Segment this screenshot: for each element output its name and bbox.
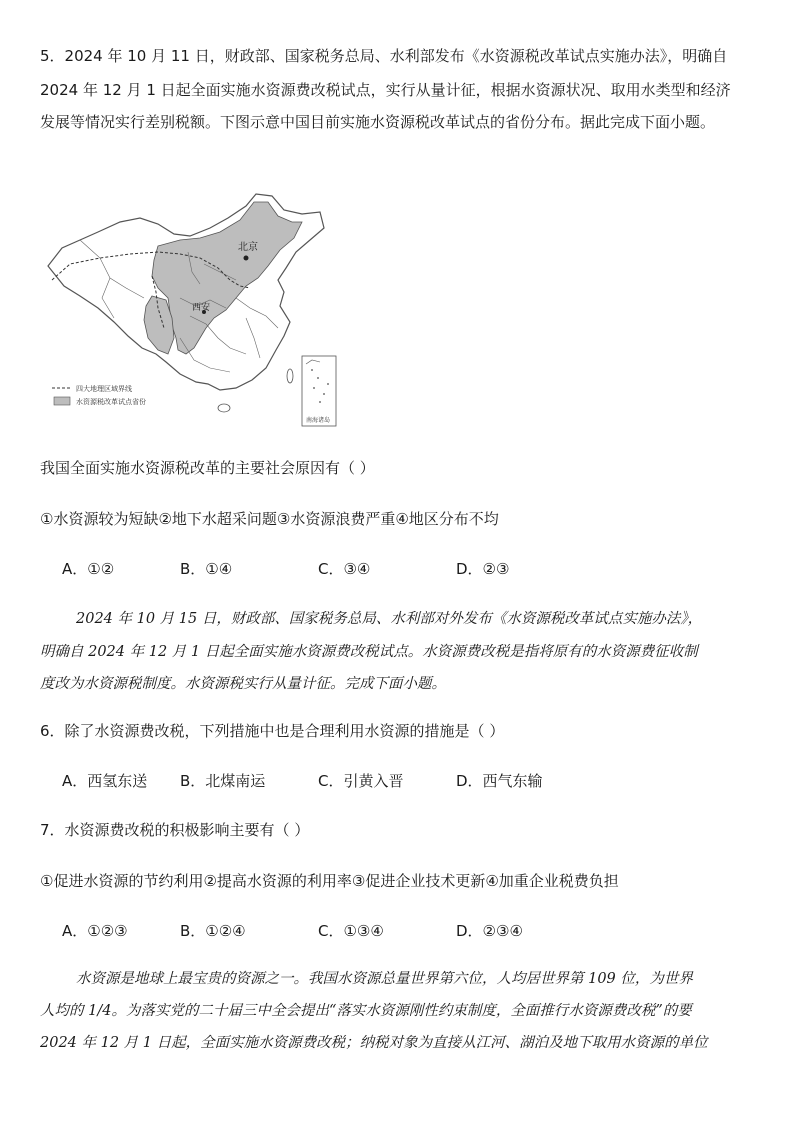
passage2-line-1: 水资源是地球上最宝贵的资源之一。我国水资源总量世界第六位，人均居世界第 109 位，为世界 xyxy=(76,971,693,987)
passage1-line-1: 2024 年 10 月 15 日，财政部、国家税务总局、水利部对外发布《水资源税改革试点实施办法》， xyxy=(76,611,703,627)
q7-option-a[interactable]: A．①②③ xyxy=(62,922,128,940)
q7-option-c[interactable]: C．①③④ xyxy=(318,922,384,940)
legend-area-label: 水资源税改革试点省份 xyxy=(76,398,146,406)
passage2-line-3: 2024 年 12 月 1 日起，全面实施水资源费改税；纳税对象为直接从江河、湖泊及地下取用水资源的单位 xyxy=(40,1035,708,1051)
beijing-label: 北京 xyxy=(238,242,258,253)
q5-option-c[interactable]: C．③④ xyxy=(318,560,371,578)
q7-option-b[interactable]: B．①②④ xyxy=(180,922,246,940)
q5-option-a[interactable]: A．①② xyxy=(62,560,115,578)
inset-label: 南海诸岛 xyxy=(306,417,331,424)
q5-question: 我国全面实施水资源税改革的主要社会原因有（ ） xyxy=(40,459,375,477)
passage1-line-3: 度改为水资源税制度。水资源税实行从量计征。完成下面小题。 xyxy=(40,676,446,692)
taiwan-island xyxy=(287,369,293,383)
hainan-island xyxy=(218,404,230,412)
q5-option-d[interactable]: D．②③ xyxy=(456,560,510,578)
q6-option-c[interactable]: C．引黄入晋 xyxy=(318,772,404,790)
q5-statements: ①水资源较为短缺②地下水超采问题③水资源浪费严重④地区分布不均 xyxy=(40,510,499,528)
q7-option-d[interactable]: D．②③④ xyxy=(456,922,523,940)
south-china-sea-inset xyxy=(302,356,336,426)
passage1-line-2: 明确自 2024 年 12 月 1 日起全面实施水资源费改税试点。水资源费改税是指将原有的水资源费征收制 xyxy=(40,644,698,660)
q6-question: 6．除了水资源费改税，下列措施中也是合理利用水资源的措施是（ ） xyxy=(40,722,505,740)
q6-option-d[interactable]: D．西气东输 xyxy=(456,772,543,790)
q7-statements: ①促进水资源的节约利用②提高水资源的利用率③促进企业技术更新④加重企业税费负担 xyxy=(40,872,619,890)
q5-option-b[interactable]: B．①④ xyxy=(180,560,233,578)
passage2-line-2: 人均的 1/4。为落实党的二十届三中全会提出“落实水资源刚性约束制度，全面推行水资源费改税”的要 xyxy=(40,1003,692,1019)
q5-stem-line-3: 发展等情况实行差别税额。下图示意中国目前实施水资源税改革试点的省份分布。据此完成下面小题。 xyxy=(40,113,716,131)
q6-option-b[interactable]: B．北煤南运 xyxy=(180,772,266,790)
beijing-marker xyxy=(244,256,249,261)
xian-label: 西安 xyxy=(192,303,211,313)
legend-line-label: 四大地理区域界线 xyxy=(76,385,132,393)
legend-area-swatch xyxy=(54,397,70,405)
q5-stem-line-1: 5．2024 年 10 月 11 日，财政部、国家税务总局、水利部发布《水资源税改革试点实施办法》，明确自 xyxy=(40,47,728,65)
q5-stem-line-2: 2024 年 12 月 1 日起全面实施水资源费改税试点，实行从量计征，根据水资源状况、取用水类型和经济 xyxy=(40,81,731,99)
q7-question: 7．水资源费改税的积极影响主要有（ ） xyxy=(40,821,310,839)
china-pilot-provinces-map xyxy=(40,188,340,428)
q6-option-a[interactable]: A．西氢东送 xyxy=(62,772,148,790)
